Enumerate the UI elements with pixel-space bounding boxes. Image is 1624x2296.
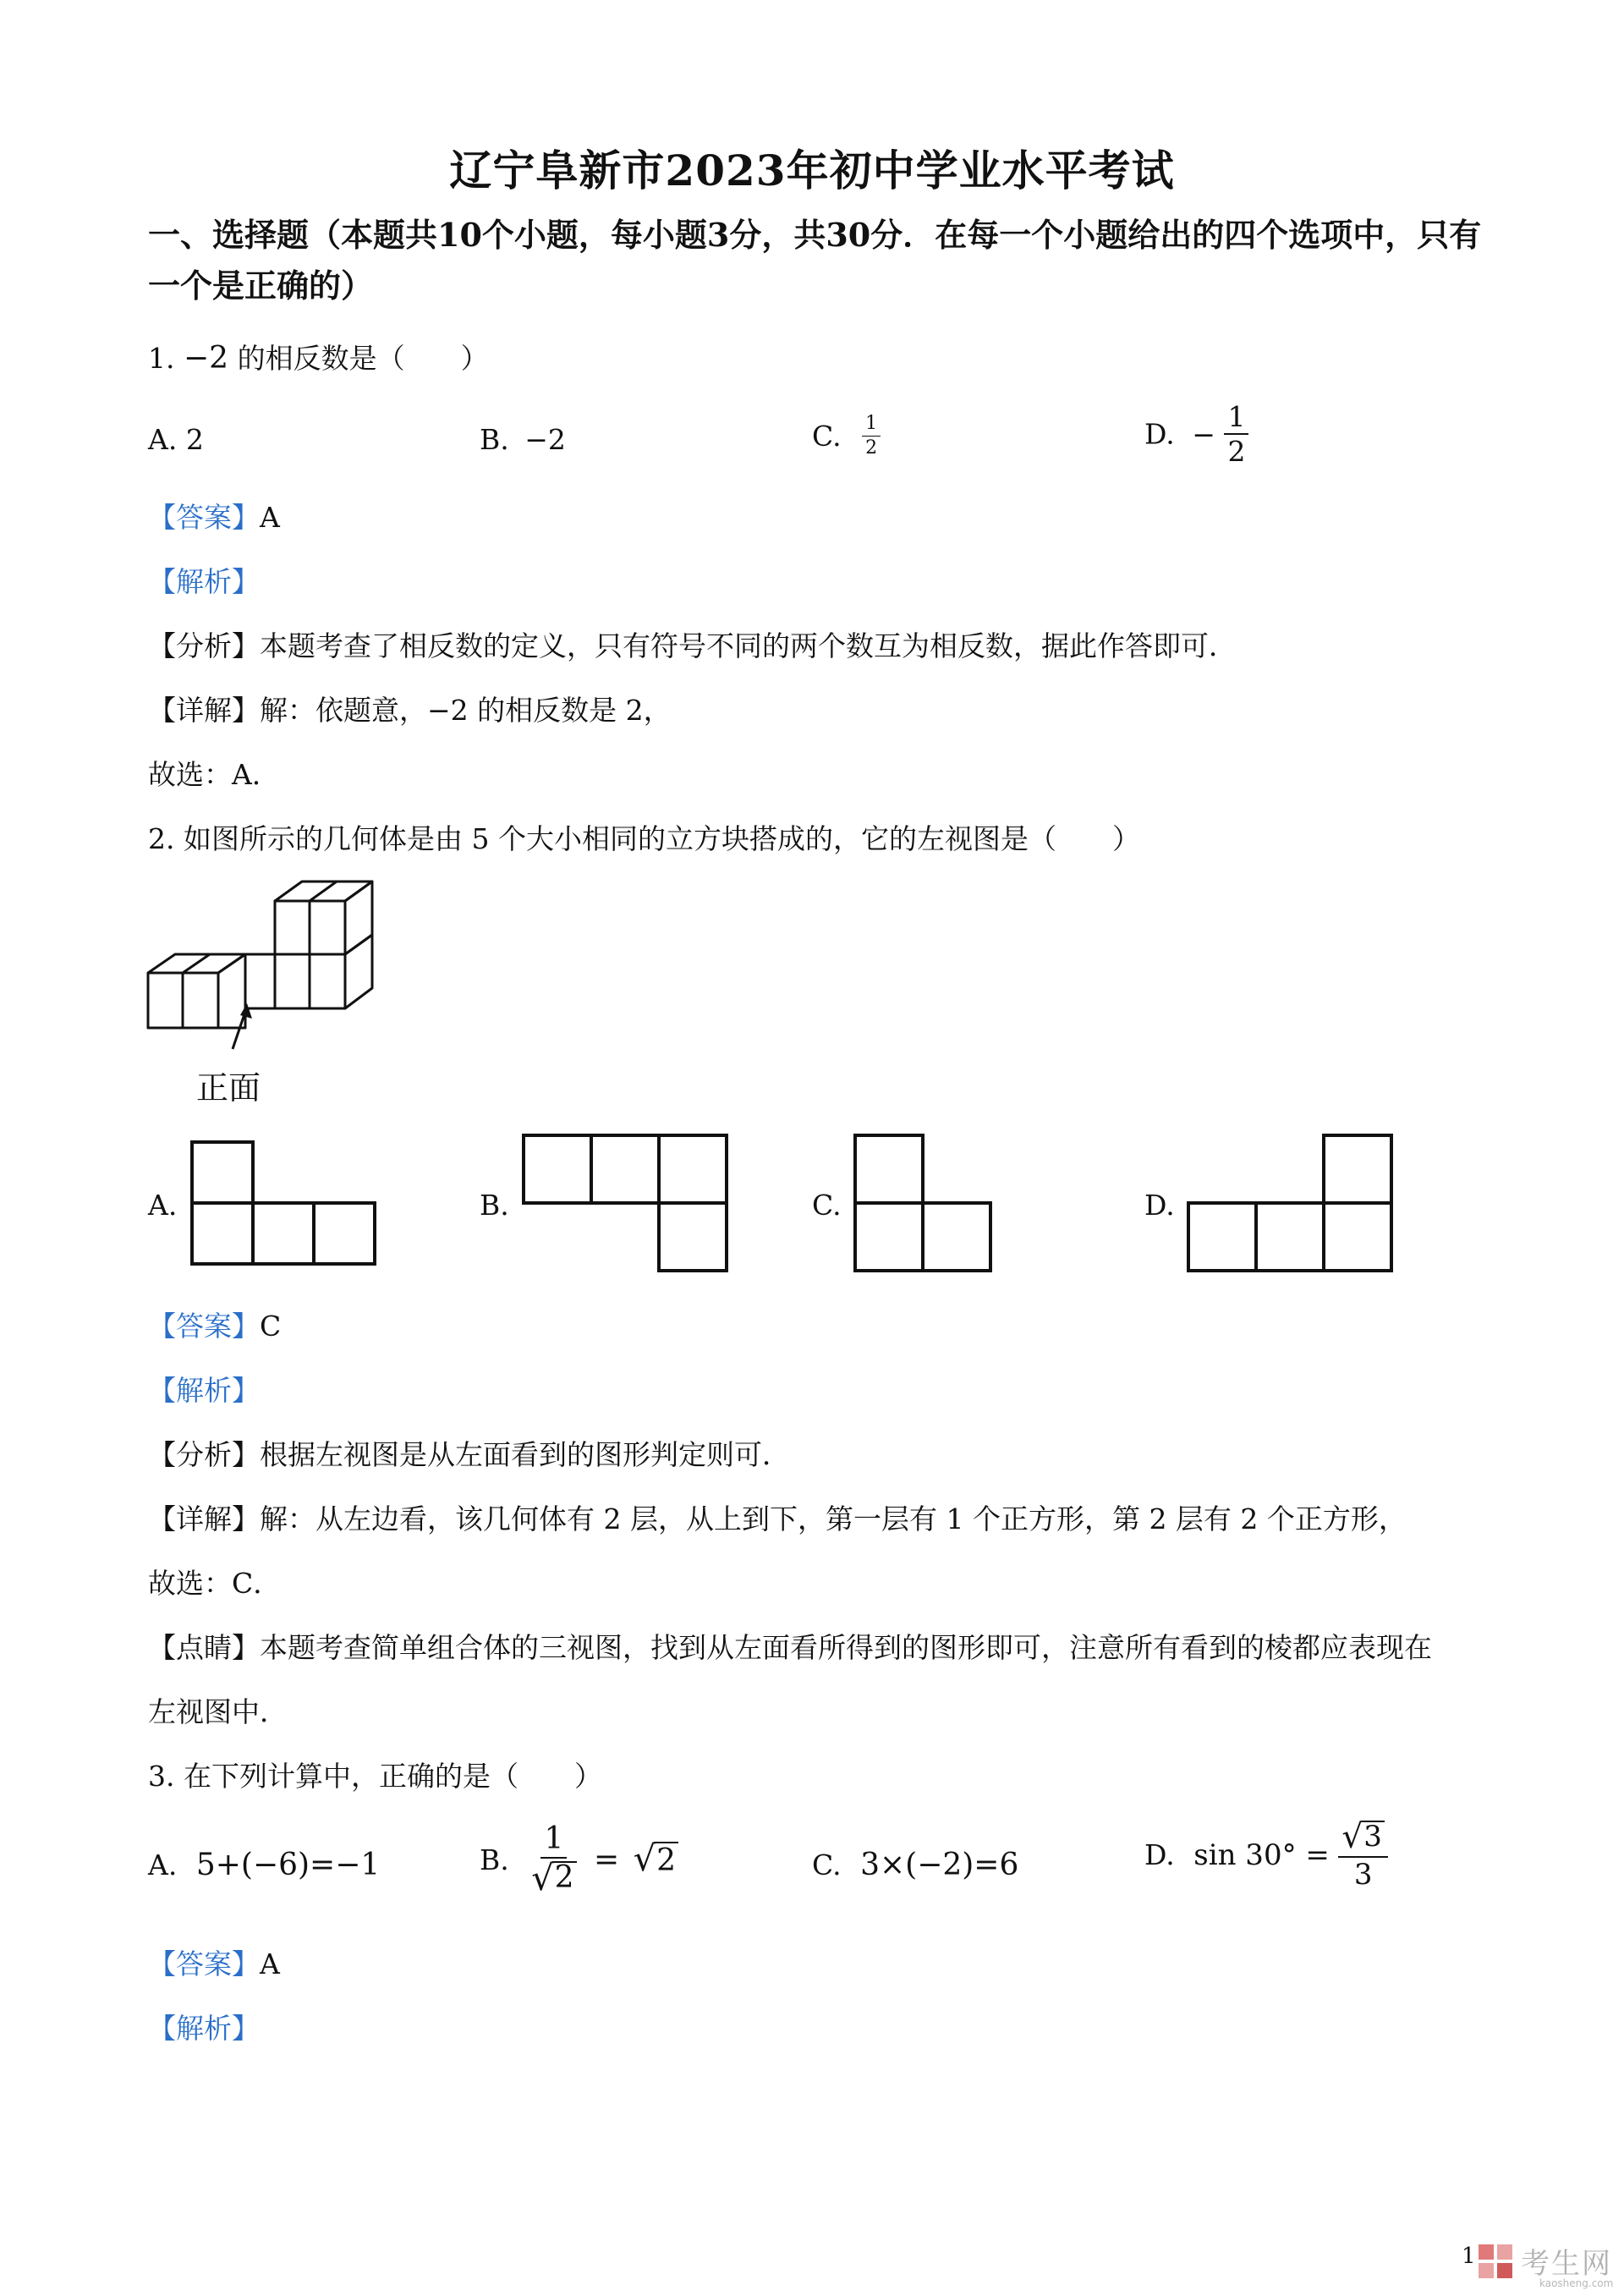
option-letter: D. — [1144, 1838, 1175, 1872]
q3-option-c — [812, 1848, 1018, 1882]
radical-sign: √ — [1341, 1818, 1363, 1856]
radical-sign: √ — [633, 1838, 656, 1880]
square — [923, 1203, 990, 1271]
option-letter: B. — [480, 1843, 509, 1877]
logo-icon — [1477, 2243, 1514, 2280]
q2-xiangjie — [148, 1497, 1407, 1537]
fraction-denominator: 3 — [1353, 1858, 1373, 1892]
answer-label: 【答案】 — [148, 1310, 260, 1343]
option-letter: D. — [1144, 417, 1175, 451]
q2-answer — [148, 1305, 281, 1344]
radical-sign: √ — [531, 1858, 554, 1898]
option-expression: sin 30° = — [1193, 1837, 1330, 1872]
q2-option-a-figure — [190, 1140, 376, 1267]
answer-label: 【答案】 — [148, 501, 260, 534]
q2-dianjing-cont: 左视图中． — [148, 1695, 288, 1728]
option-letter: A. — [148, 1848, 178, 1881]
square — [253, 1203, 314, 1264]
page-title: 辽宁阜新市2023年初中学业水平考试 — [449, 146, 1175, 195]
q1-choice: 故选：A． — [148, 758, 280, 791]
square — [1324, 1135, 1391, 1203]
square — [314, 1203, 375, 1264]
square — [659, 1203, 727, 1271]
minus-sign: − — [1192, 417, 1215, 451]
radicand: 2 — [654, 1842, 678, 1878]
xiangjie-label: 【详解】 — [148, 1502, 260, 1535]
option-value: 2 — [185, 423, 204, 456]
square — [192, 1142, 253, 1203]
arrow-head — [240, 1003, 252, 1019]
q1-option-c — [812, 415, 881, 458]
option-letter: B. — [480, 423, 509, 456]
dianjing-text: 本题考查简单组合体的三视图，找到从左面看所得到的图形即可，注意所有看到的棱都应表现在 — [260, 1631, 1432, 1664]
q2-option-b-label: B. — [480, 1189, 509, 1222]
fraction-numerator: 1 — [862, 415, 881, 437]
answer-value: C — [260, 1310, 282, 1343]
cube-figure — [144, 880, 364, 1032]
option-letter: C. — [812, 1848, 842, 1881]
answer-value: A — [260, 1947, 280, 1980]
q1-xiangjie — [148, 689, 672, 728]
answer-value: A — [260, 501, 280, 534]
fraction — [528, 1821, 579, 1898]
q1-option-b — [480, 423, 566, 456]
fraction-denominator: 2 — [865, 437, 878, 459]
logo-text: 考生网 — [1521, 2247, 1612, 2281]
q2-option-d-figure — [1187, 1134, 1393, 1272]
square — [659, 1135, 727, 1203]
q3-stem: 3. 在下列计算中，正确的是（ ） — [148, 1760, 602, 1793]
page-number: 1 — [1462, 2244, 1476, 2269]
fraction-numerator: 1 — [1224, 403, 1248, 435]
fenxi-text: 本题考查了相反数的定义，只有符号不同的两个数互为相反数，据此作答即可． — [260, 629, 1237, 662]
front-label: 正面 — [196, 1069, 261, 1107]
fraction-numerator: 1 — [540, 1824, 567, 1859]
radicand: 2 — [552, 1861, 577, 1896]
q2-stem: 2. 如图所示的几何体是由 5 个大小相同的立方块搭成的，它的左视图是（ ） — [148, 822, 1140, 855]
xiangjie-label: 【详解】 — [148, 694, 260, 727]
square — [1324, 1203, 1391, 1271]
xiangjie-text: 解：从左边看，该几何体有 2 层，从上到下，第一层有 1 个正方形，第 2 层有 2 个正方形， — [260, 1502, 1407, 1535]
q1-value: −2 — [184, 341, 229, 376]
q3-analysis-label: 【解析】 — [148, 2012, 260, 2045]
fraction — [862, 415, 881, 458]
q2-option-c-figure — [853, 1134, 992, 1272]
q1-analysis-label: 【解析】 — [148, 565, 260, 598]
fraction-denominator — [528, 1859, 579, 1896]
fraction-denominator: 2 — [1227, 435, 1246, 468]
sqrt — [633, 1838, 678, 1880]
q1-option-a — [148, 423, 204, 456]
q1-number: 1. — [148, 342, 175, 375]
q3-option-b: B. 1 √ 2 = √ 2 — [480, 1824, 678, 1896]
q2-dianjing — [148, 1626, 1432, 1666]
q2-analysis-label: 【解析】 — [148, 1374, 260, 1407]
radicand: 3 — [1361, 1821, 1385, 1854]
square — [591, 1135, 659, 1203]
q2-option-c-label: C. — [812, 1189, 842, 1222]
q2-option-a-label: A. — [148, 1189, 178, 1222]
xiangjie-text: 解：依题意，−2 的相反数是 2， — [260, 694, 672, 727]
option-expression: 3×(−2)=6 — [860, 1848, 1019, 1882]
answer-label: 【答案】 — [148, 1947, 260, 1980]
fraction — [1224, 400, 1248, 468]
q2-option-b-figure — [522, 1134, 728, 1272]
site-logo — [1477, 2240, 1612, 2282]
option-expression: 5+(−6)=−1 — [195, 1848, 381, 1882]
option-letter: A. — [148, 423, 178, 456]
section-heading: 一、选择题（本题共10个小题，每小题3分，共30分．在每一个小题给出的四个选项中，只有一个是正确的） — [148, 216, 1482, 305]
cube-face — [345, 935, 372, 1008]
q2-fenxi — [148, 1433, 790, 1473]
q1-stem — [148, 337, 489, 376]
sqrt — [1341, 1818, 1385, 1856]
dianjing-label: 【点睛】 — [148, 1631, 260, 1664]
square — [855, 1203, 923, 1271]
sqrt — [531, 1858, 576, 1898]
square — [855, 1135, 923, 1203]
q1-answer — [148, 496, 280, 536]
q3-answer — [148, 1942, 280, 1982]
q1-stem-text: 的相反数是（ ） — [237, 342, 489, 375]
square — [1188, 1203, 1256, 1271]
fraction-numerator — [1338, 1818, 1388, 1858]
q3-option-a — [148, 1848, 380, 1882]
square — [524, 1135, 591, 1203]
logo-subtext: kaosheng.com — [1539, 2277, 1614, 2289]
cube-edge — [183, 954, 210, 973]
q3-option-d — [1144, 1818, 1388, 1892]
option-value: −2 — [524, 423, 566, 456]
q2-choice: 故选：C． — [148, 1567, 282, 1600]
q1-fenxi — [148, 624, 1237, 664]
fenxi-text: 根据左视图是从左面看到的图形判定则可． — [260, 1438, 790, 1471]
fenxi-label: 【分析】 — [148, 629, 260, 662]
fenxi-label: 【分析】 — [148, 1438, 260, 1471]
option-letter: C. — [812, 420, 842, 453]
fraction — [1338, 1818, 1388, 1892]
q1-option-d — [1144, 400, 1248, 468]
square — [1256, 1203, 1324, 1271]
square — [192, 1203, 253, 1264]
q2-option-d-label: D. — [1144, 1189, 1175, 1222]
